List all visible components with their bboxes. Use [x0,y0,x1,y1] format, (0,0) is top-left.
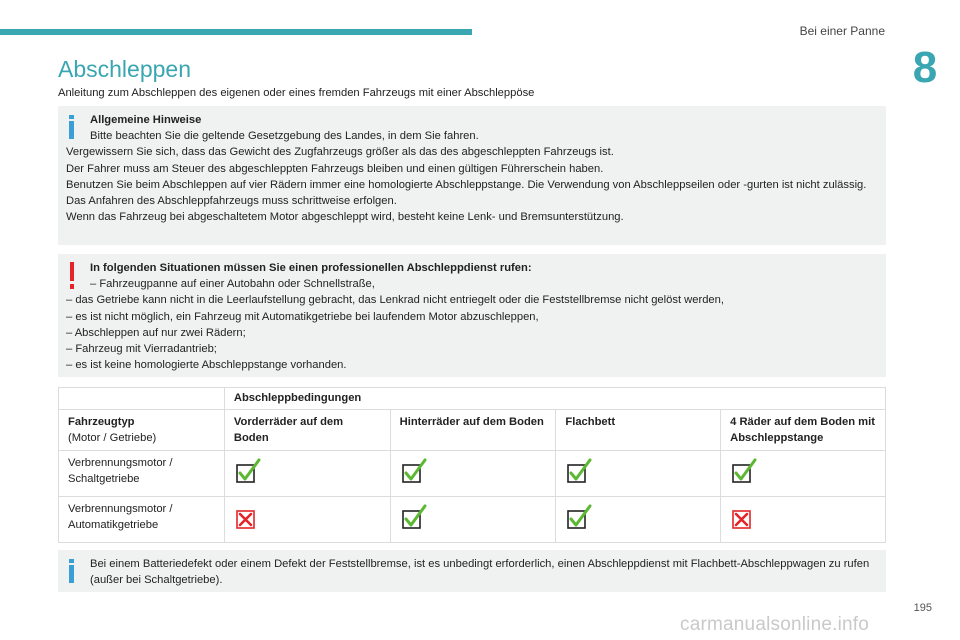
general-note-line: Wenn das Fahrzeug bei abgeschaltetem Motor abgeschleppt wird, besteht keine Lenk- und Bremsunterstützung. [66,211,624,224]
warning-item: – es ist keine homologierte Abschleppstange vorhanden. [66,359,347,372]
towing-conditions-table [58,387,886,543]
table-group-header: Abschleppbedingungen [224,388,885,410]
check-icon [401,458,427,484]
table-empty-cell [59,388,225,410]
vehicle-type-title: Fahrzeugtyp [68,416,135,428]
row-label: Verbrennungsmotor / Schaltgetriebe [59,451,225,497]
table-cell [556,451,721,497]
battery-note-text: Bei einem Batteriedefekt oder einem Defekt der Feststellbremse, ist es unbedingt erforderlich, einen Abschleppdienst mit Flachbett-Abschleppwagen zu rufen (außer bei Schaltgetriebe). [90,558,870,587]
check-icon [235,458,261,484]
column-header: 4 Räder auf dem Boden mit Abschleppstange [721,410,886,451]
table-row [59,451,886,497]
general-notes-heading: Allgemeine Hinweise [90,114,202,126]
warning-heading: In folgenden Situationen müssen Sie einen professionellen Abschleppdienst rufen: [90,262,532,274]
cross-icon [235,504,261,530]
warning-item: – das Getriebe kann nicht in die Leerlaufstellung gebracht, das Lenkrad nicht entriegelt oder die Feststellbremse nicht gelöst werden, [66,294,724,307]
general-note-line: Bitte beachten Sie die geltende Gesetzgebung des Landes, in dem Sie fahren. [90,130,479,143]
table-column-header-row [59,410,886,451]
table-cell [721,497,886,543]
warning-text [66,260,876,373]
warning-item: – Fahrzeug mit Vierradantrieb; [66,343,217,356]
general-note-line: Vergewissern Sie sich, dass das Gewicht des Zugfahrzeugs größer als das des abgeschleppten Fahrzeugs ist. [66,146,614,159]
table-cell [390,497,556,543]
general-note-line: Der Fahrer muss am Steuer des abgeschleppten Fahrzeugs bleiben und einen gültigen Führerschein haben. [66,162,604,175]
warning-item: – Fahrzeugpanne auf einer Autobahn oder Schnellstraße, [90,278,375,291]
cross-icon [731,504,757,530]
vehicle-type-header [59,410,225,451]
table-cell [721,451,886,497]
page-title: Abschleppen [58,56,191,82]
chapter-number: 8 [912,43,938,92]
table-cell [224,497,390,543]
table-row [59,497,886,543]
check-icon [731,458,757,484]
vehicle-type-subtitle: (Motor / Getriebe) [68,432,157,444]
warning-item: – es ist nicht möglich, ein Fahrzeug mit Automatikgetriebe bei laufendem Motor abzuschleppen, [66,310,539,323]
check-icon [566,458,592,484]
column-header: Flachbett [556,410,721,451]
check-icon [401,504,427,530]
row-label: Verbrennungsmotor / Automatikgetriebe [59,497,225,543]
page-number: 195 [913,602,932,614]
column-header: Hinterräder auf dem Boden [390,410,556,451]
table-group-header-row [59,388,886,410]
general-note-line: Das Anfahren des Abschleppfahrzeugs muss schrittweise erfolgen. [66,195,397,208]
header-accent-bar [0,29,472,35]
general-notes-box [58,106,886,245]
battery-note-box [58,550,886,592]
column-header: Vorderräder auf dem Boden [224,410,390,451]
warning-item: – Abschleppen auf nur zwei Rädern; [66,326,246,339]
general-notes-text [66,112,876,225]
check-icon [566,504,592,530]
intro-text: Anleitung zum Abschleppen des eigenen oder eines fremden Fahrzeugs mit einer Abschleppöse [58,87,535,99]
warning-box [58,254,886,377]
section-label: Bei einer Panne [799,24,885,38]
general-note-line: Benutzen Sie beim Abschleppen auf vier Rädern immer eine homologierte Abschleppstange. Die Verwendung von Abschleppseilen oder -gurten ist nicht zulässig. [66,178,867,191]
table-cell [390,451,556,497]
table-cell [224,451,390,497]
table-cell [556,497,721,543]
watermark: carmanualsonline.info [680,614,870,635]
